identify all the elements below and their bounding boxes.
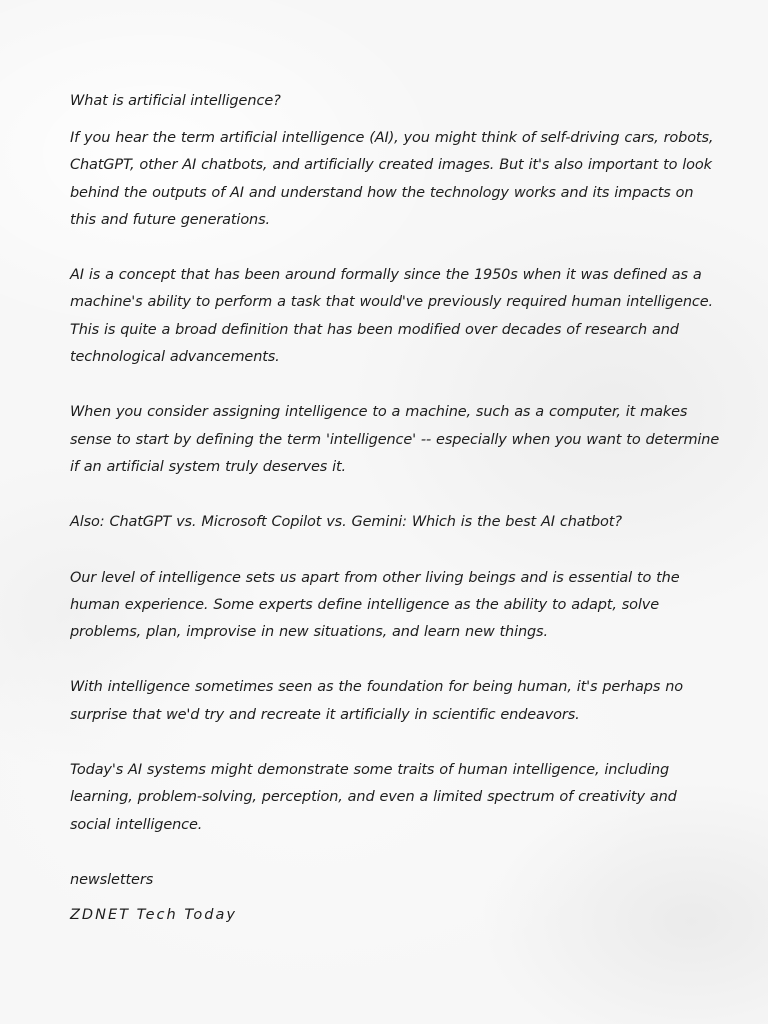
article-heading: What is artificial intelligence?	[70, 93, 281, 109]
paragraph-ai-intro: If you hear the term artificial intelligence (AI), you might think of self-driving cars, robots, ChatGPT, other AI chatbots, and artificially created images. But it's also important to look behind the outputs of AI and understand how the technology works and its impacts on this and future generations.	[70, 130, 714, 228]
paragraph-ai-history: AI is a concept that has been around formally since the 1950s when it was defined as a machine's ability to perform a task that would've previously required human intelligence. This is quite a broad definition that has been modified over decades of research and technological advancements.	[70, 267, 713, 366]
paragraph-foundation: With intelligence sometimes seen as the foundation for being human, it's perhaps no surprise that we'd try and recreate it artificially in scientific endeavors.	[70, 679, 683, 723]
newsletters-label: newsletters	[70, 871, 154, 888]
paragraph-ai-traits: Today's AI systems might demonstrate some traits of human intelligence, including learning, problem-solving, perception, and even a limited spectrum of creativity and social intelligence.	[70, 762, 677, 833]
also-chatbot-link[interactable]: Also: ChatGPT vs. Microsoft Copilot vs. Gemini: Which is the best AI chatbot?	[70, 514, 622, 531]
paragraph-defining-intelligence: When you consider assigning intelligence to a machine, such as a computer, it makes sense to start by defining the term 'intelligence' -- especially when you want to determine if an artificial system truly deserves it.	[70, 404, 720, 475]
newsletter-title-cutoff: ZDNET Tech Today	[70, 906, 237, 923]
paragraph-human-intelligence: Our level of intelligence sets us apart from other living beings and is essential to the human experience. Some experts define intelligence as the ability to adapt, solve problems, plan, improvise in new situations, and learn new things.	[70, 569, 680, 641]
article-body	[70, 88, 722, 928]
